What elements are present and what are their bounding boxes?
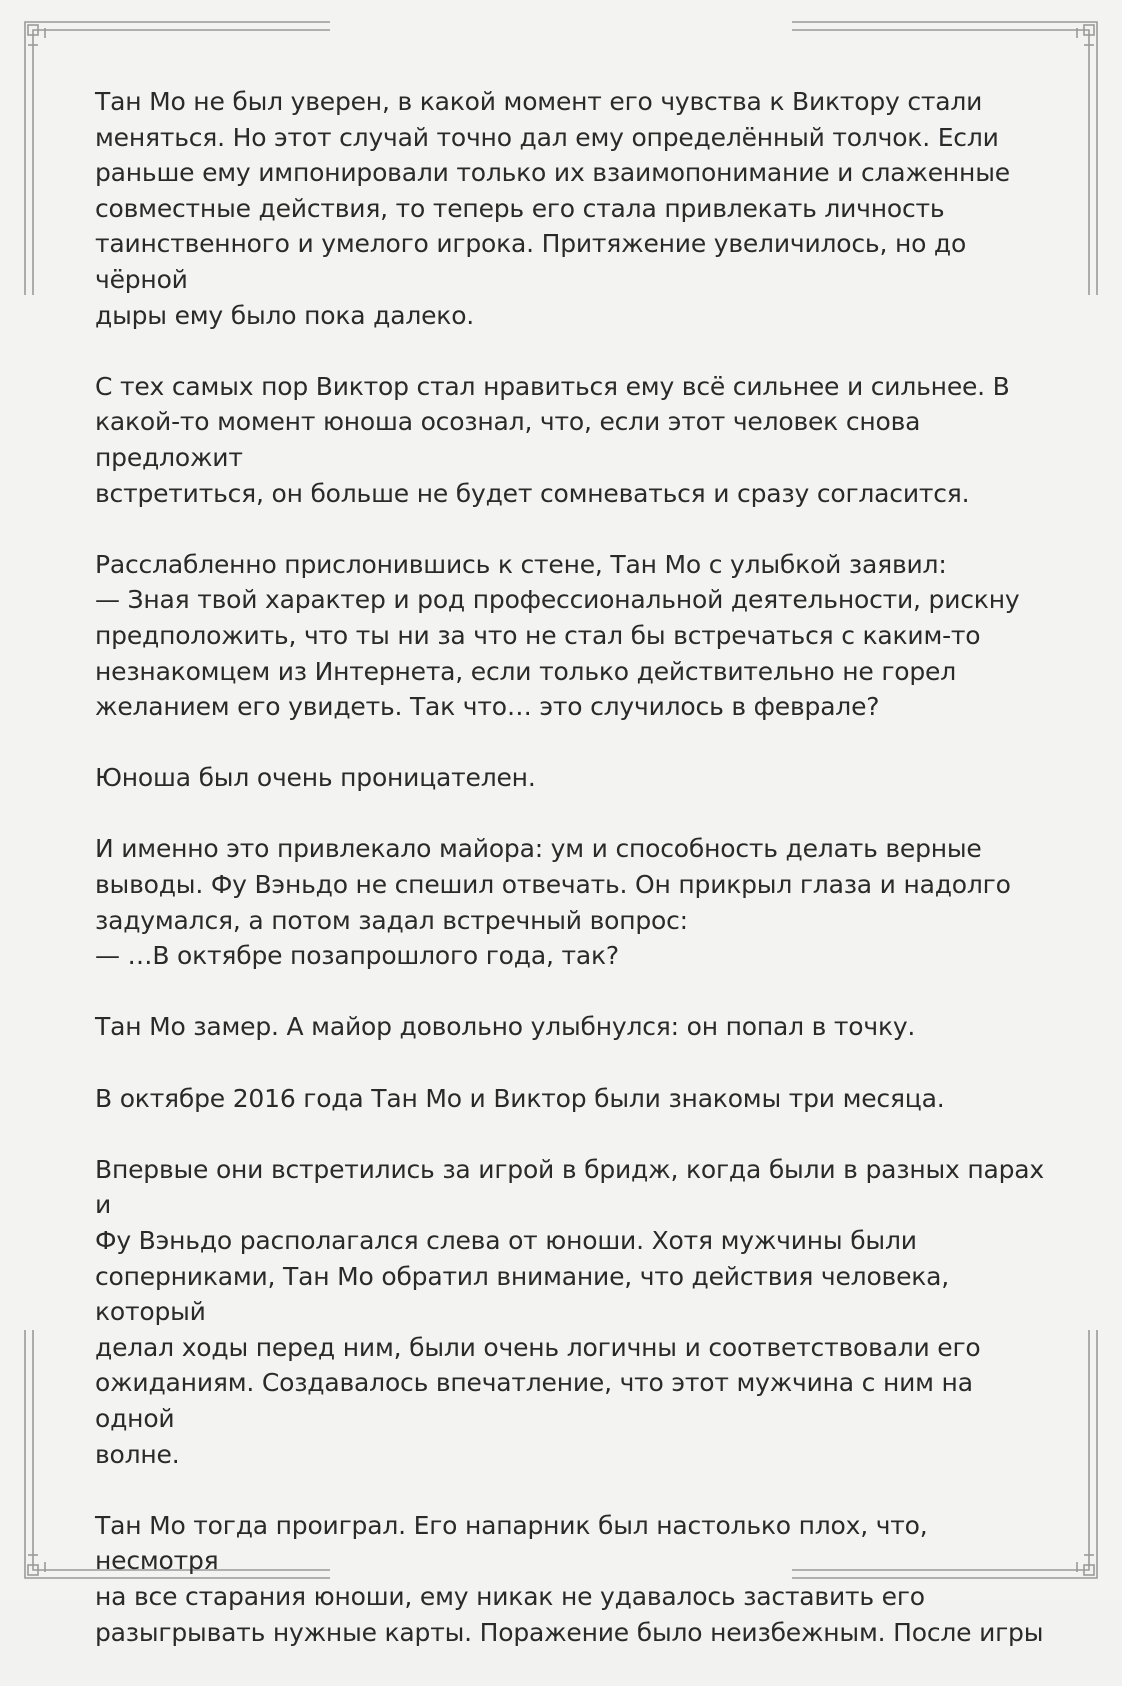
paragraph-7: В октябре 2016 года Тан Мо и Виктор были знакомы три месяца. — [95, 1083, 945, 1113]
paragraph-5: И именно это привлекало майора: ум и способность делать верные выводы. Фу Вэньдо не спешил отвечать. Он прикрыл глаза и надолго задумался, а потом задал встречный вопрос: — …В октябре позапрошлого года, так? — [95, 834, 1011, 971]
paragraph-2: С тех самых пор Виктор стал нравиться ему всё сильнее и сильнее. В какой-то момент юноша осознал, что, если этот человек снова предложит встретиться, он больше не будет сомневаться и сразу согласится. — [95, 371, 1010, 508]
paragraph-1: Тан Мо не был уверен, в какой момент его чувства к Виктору стали меняться. Но этот случай точно дал ему определённый толчок. Если раньше ему импонировали только их взаимопонимание и слаженные совместные действия, то теперь его стала привлекать личность таинственного и умелого игрока. Притяжение увеличилось, но до чёрной дыры ему было пока далеко. — [95, 87, 1010, 330]
body-text — [95, 84, 1055, 1686]
paragraph-8: Впервые они встретились за игрой в бридж, когда были в разных парах и Фу Вэньдо располагался слева от юноши. Хотя мужчины были соперниками, Тан Мо обратил внимание, что действия человека, который делал ходы перед ним, были очень логичны и соответствовали его ожиданиям. Создавалось впечатление, что этот мужчина с ним на одной волне. — [95, 1154, 1045, 1469]
paragraph-4: Юноша был очень проницателен. — [95, 763, 536, 793]
paragraph-3: Расслабленно прислонившись к стене, Тан Мо с улыбкой заявил: — Зная твой характер и род профессиональной деятельности, рискну предположить, что ты ни за что не стал бы встречаться с каким-то незнакомцем из Интернета, если только действительно не горел желанием его увидеть. Так что… это случилось в феврале? — [95, 549, 1020, 722]
paragraph-6: Тан Мо замер. А майор довольно улыбнулся: он попал в точку. — [95, 1012, 916, 1042]
paragraph-9: Тан Мо тогда проиграл. Его напарник был настолько плох, что, несмотря на все старания юноши, ему никак не удавалось заставить его разыгрывать нужные карты. Поражение было неизбежным. После игры — [95, 1510, 1044, 1647]
